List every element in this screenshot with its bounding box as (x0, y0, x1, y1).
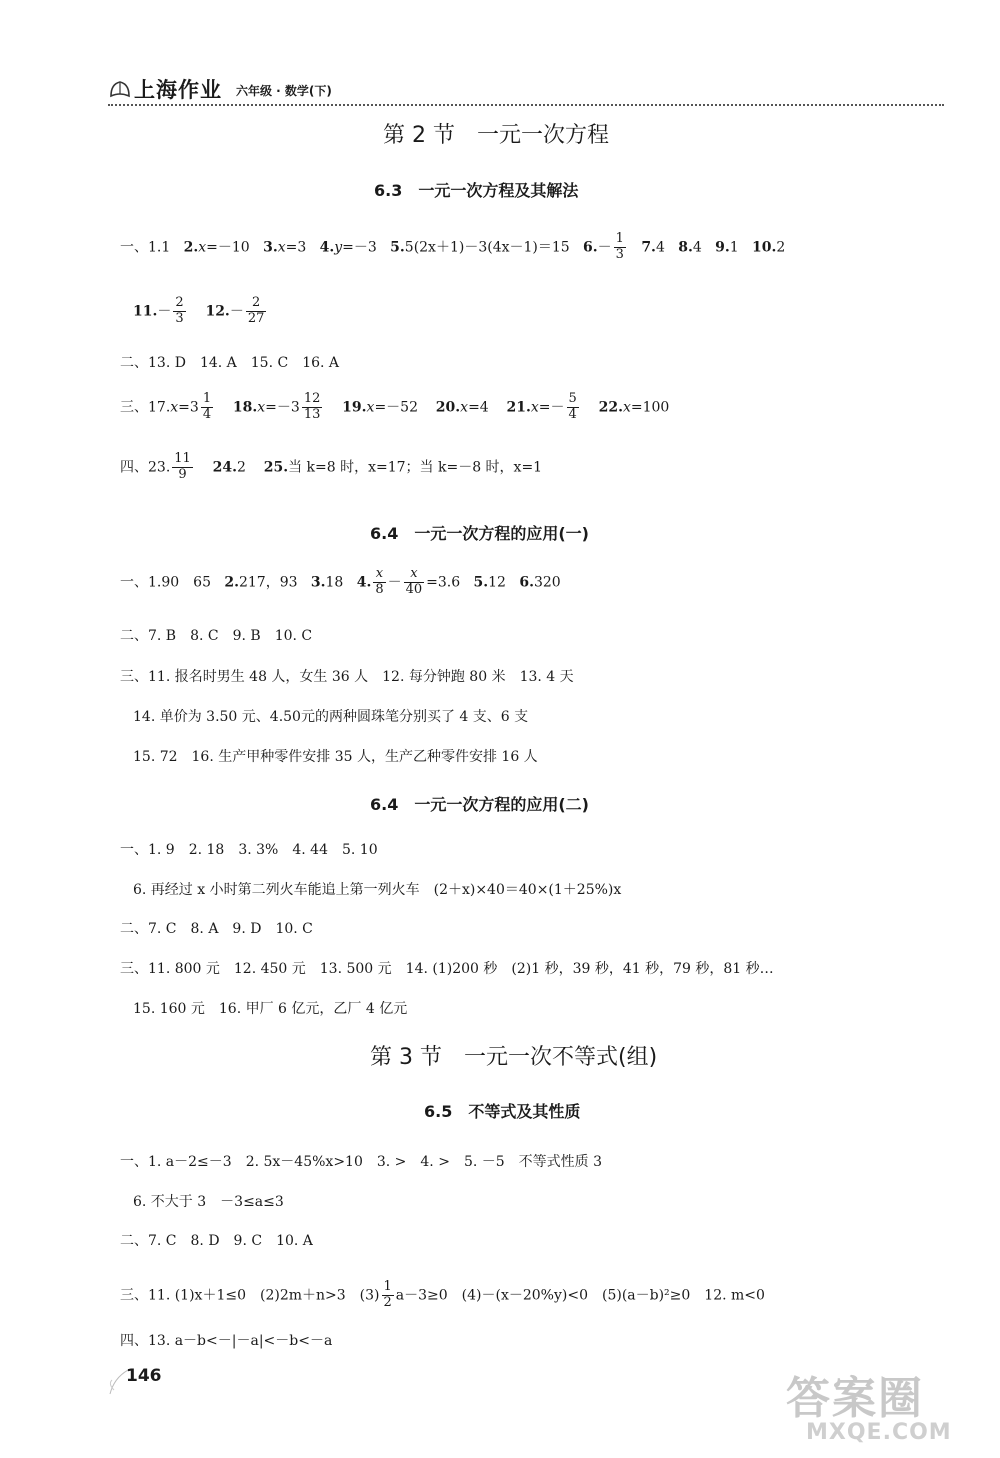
watermark-logo: 答案圈 (786, 1373, 924, 1424)
section-title: 第 3 节 一元一次不等式(组) (370, 1045, 658, 1070)
answer-line: 6. 再经过 x 小时第二列火车能追上第一列火车 (2＋x)×40＝40×(1＋25%)x (133, 882, 622, 898)
fraction: $\frac{2}{27}$ (247, 295, 265, 326)
subsection-title: 6.4 一元一次方程的应用(二) (370, 795, 589, 814)
page-number: 146 (126, 1366, 162, 1386)
answer-line: 三、11. 800 元 12. 450 元 13. 500 元 14. (1)200 秒 (2)1 秒，39 秒，41 秒，79 秒，81 秒… (120, 961, 774, 977)
subsection-title: 6.3 一元一次方程及其解法 (374, 181, 579, 200)
answer-line: 二、13. D 14. A 15. C 16. A (120, 355, 340, 371)
fraction: $\frac{2}{3}$ (175, 295, 184, 326)
fraction: $\frac{1}{2}$ (383, 1279, 392, 1310)
answer-line: 三、11. (1)x＋1≤0 (2)2m＋n>3 (3) $\frac{1}{2}$ a－3≥0 (4)－(x－20%y)<0 (5)(a－b)²≥0 12. m<0 (120, 1279, 765, 1310)
fraction: $\frac{11}{9}$ (174, 451, 191, 482)
answer-line: 二、7. B 8. C 9. B 10. C (120, 628, 313, 644)
answer-line: 15. 160 元 16. 甲厂 6 亿元，乙厂 4 亿元 (133, 1001, 408, 1017)
subsection-title: 6.5 不等式及其性质 (424, 1102, 581, 1121)
answer-line: 一、1.1 2.x=－10 3.x=3 4.y=－3 5.5(2x＋1)－3(4x－1)＝15 6.－ $\frac{1}{3}$ 7.4 8.4 9.1 10.2 (120, 231, 786, 262)
answer-line: 二、7. C 8. A 9. D 10. C (120, 921, 313, 937)
book-logo-icon (108, 78, 132, 102)
answer-line: 14. 单价为 3.50 元、4.50元的两种圆珠笔分别买了 4 支、6 支 (133, 709, 529, 725)
fraction: $\frac{1}{3}$ (615, 231, 624, 262)
answer-line: 6. 不大于 3 －3≤a≤3 (133, 1194, 284, 1210)
answer-line: 一、1. a－2≤－3 2. 5x－45%x>10 3. > 4. > 5. －5 不等式性质 3 (120, 1154, 603, 1170)
watermark-url: MXQE.COM (806, 1420, 952, 1445)
section-title: 第 2 节 一元一次方程 (383, 123, 609, 148)
header-brand: 上海作业 (134, 78, 222, 102)
subsection-title: 6.4 一元一次方程的应用(一) (370, 524, 589, 543)
fraction: $\frac{5}{4}$ (568, 391, 577, 422)
fraction: $\frac{x}{40}$ (405, 566, 423, 597)
answer-line: 四、23. $\frac{11}{9}$ 24.2 25.当 k=8 时，x=17；当 k=－8 时，x=1 (120, 451, 543, 482)
answer-line: 二、7. C 8. D 9. C 10. A (120, 1233, 313, 1249)
fraction: $\frac{x}{8}$ (375, 566, 384, 597)
answer-line: 一、1.90 65 2.217，93 3.18 4. $\frac{x}{8}$ － $\frac{x}{40}$ =3.6 5.12 6.320 (120, 566, 561, 597)
header-subtitle: 六年级 · 数学(下) (236, 84, 332, 98)
fraction: $\frac{1}{4}$ (202, 391, 212, 422)
answer-line: 三、17.x=3 $\frac{1}{4}$ 18.x=－3 $\frac{12}{13}$ 19.x=－52 20.x=4 21.x=－ $\frac{5}{4}$ 22.x=100 (120, 391, 670, 422)
answer-line: 一、1. 9 2. 18 3. 3% 4. 44 5. 10 (120, 842, 378, 858)
fraction: $\frac{12}{13}$ (303, 391, 321, 422)
answer-line: 11.－ $\frac{2}{3}$ 12.－ $\frac{2}{27}$ (133, 295, 265, 326)
answer-line: 三、11. 报名时男生 48 人，女生 36 人 12. 每分钟跑 80 米 13. 4 天 (120, 669, 574, 685)
answer-line: 四、13. a－b<－|－a|<－b<－a (120, 1333, 333, 1349)
answer-line: 15. 72 16. 生产甲种零件安排 35 人，生产乙种零件安排 16 人 (133, 749, 538, 765)
header-divider (108, 104, 944, 106)
